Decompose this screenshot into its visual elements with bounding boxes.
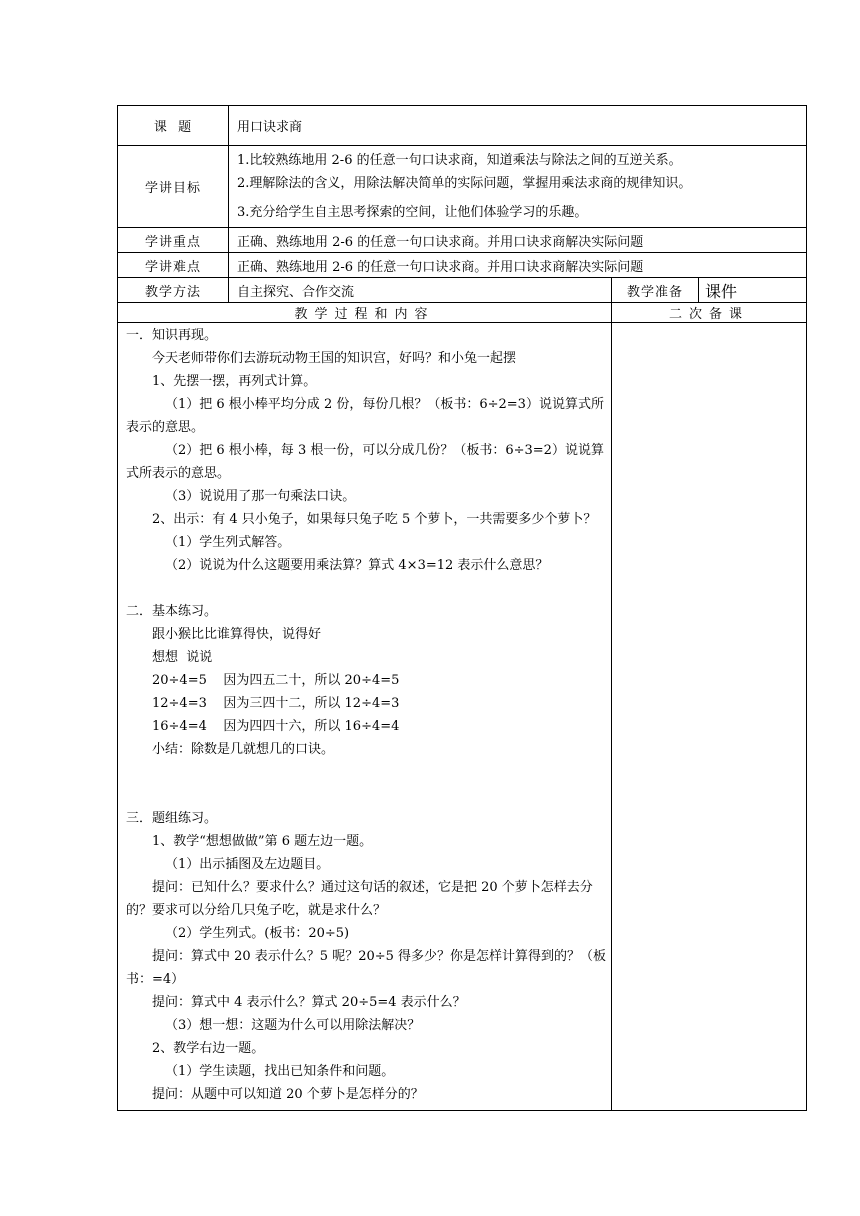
section-title: 二．基本练习。	[126, 604, 218, 619]
prep-value: 课件	[699, 278, 807, 303]
method-label: 教学方法	[118, 278, 229, 303]
paragraph: （2）说说为什么这题要用乘法算？算式 4×3=12 表示什么意思？	[165, 558, 549, 573]
paragraph: 20÷4=5 因为四五二十，所以 20÷4=5	[152, 673, 400, 688]
paragraph: 提问：已知什么？要求什么？通过这句话的叙述，它是把 20 个萝卜怎样去分的？要求可以分给几只兔子吃，就是求什么？	[126, 880, 593, 918]
key-points-value: 正确、熟练地用 2-6 的任意一句口诀求商。并用口诀求商解决实际问题	[229, 228, 807, 253]
difficulty-label: 学讲难点	[118, 253, 229, 278]
paragraph: 提问：从题中可以知道 20 个萝卜是怎样分的？	[152, 1087, 424, 1102]
goals-label: 学讲目标	[118, 146, 229, 228]
paragraph: 提问：算式中 4 表示什么？算式 20÷5=4 表示什么？	[152, 995, 466, 1010]
section-title: 一．知识再现。	[126, 328, 218, 343]
paragraph: 提问：算式中 20 表示什么？5 呢？20÷5 得多少？你是怎样计算得到的？（板书：=4）	[126, 949, 607, 987]
paragraph: 小结：除数是几就想几的口诀。	[152, 742, 335, 757]
topic-label: 课 题	[118, 106, 229, 146]
second-prep-column	[612, 323, 807, 1111]
paragraph: 2、出示：有 4 只小兔子，如果每只兔子吃 5 个萝卜，一共需要多少个萝卜？	[152, 512, 597, 527]
paragraph: （1）学生读题，找出已知条件和问题。	[165, 1064, 395, 1079]
topic-value: 用口诀求商	[229, 106, 807, 146]
paragraph: 1、教学“想想做做”第 6 题左边一题。	[152, 834, 373, 849]
paragraph: 12÷4=3 因为三四十二，所以 12÷4=3	[152, 696, 400, 711]
goal-item: 3.充分给学生自主思考探索的空间，让他们体验学习的乐趣。	[237, 205, 588, 220]
paragraph: （2）把 6 根小棒，每 3 根一份，可以分成几份？（板书：6÷3=2）说说算式所表示的意思。	[126, 443, 604, 481]
prep-label: 教学准备	[612, 278, 699, 303]
paragraph: （3）说说用了那一句乘法口诀。	[165, 489, 356, 504]
paragraph: （1）把 6 根小棒平均分成 2 份，每份几根？（板书：6÷2=3）说说算式所表示的意思。	[126, 397, 604, 435]
second-prep-header: 二次备课	[612, 303, 807, 323]
key-points-label: 学讲重点	[118, 228, 229, 253]
paragraph: 2、教学右边一题。	[152, 1041, 265, 1056]
paragraph: 16÷4=4 因为四四十六，所以 16÷4=4	[152, 719, 400, 734]
paragraph: （2）学生列式。(板书：20÷5)	[165, 926, 350, 941]
process-header: 教学过程和内容	[118, 303, 612, 323]
paragraph: 想想 说说	[152, 650, 213, 665]
paragraph: 1、先摆一摆，再列式计算。	[152, 374, 317, 389]
paragraph: （1）出示插图及左边题目。	[165, 857, 330, 872]
lesson-plan-table	[117, 105, 807, 1111]
section-title: 三．题组练习。	[126, 811, 218, 826]
process-content	[118, 323, 612, 1111]
difficulty-value: 正确、熟练地用 2-6 的任意一句口诀求商。并用口诀求商解决实际问题	[229, 253, 807, 278]
paragraph: 跟小猴比比谁算得快，说得好	[152, 627, 322, 642]
method-value: 自主探究、合作交流	[229, 278, 612, 303]
paragraph: （3）想一想：这题为什么可以用除法解决？	[165, 1018, 421, 1033]
paragraph: 今天老师带你们去游玩动物王国的知识宫，好吗？和小兔一起摆	[152, 351, 517, 366]
goal-item: 2.理解除法的含义，用除法解决简单的实际问题，掌握用乘法求商的规律知识。	[237, 176, 692, 191]
goals-cell	[229, 146, 807, 228]
paragraph: （1）学生列式解答。	[165, 535, 291, 550]
goal-item: 1.比较熟练地用 2-6 的任意一句口诀求商，知道乘法与除法之间的互逆关系。	[237, 153, 682, 168]
